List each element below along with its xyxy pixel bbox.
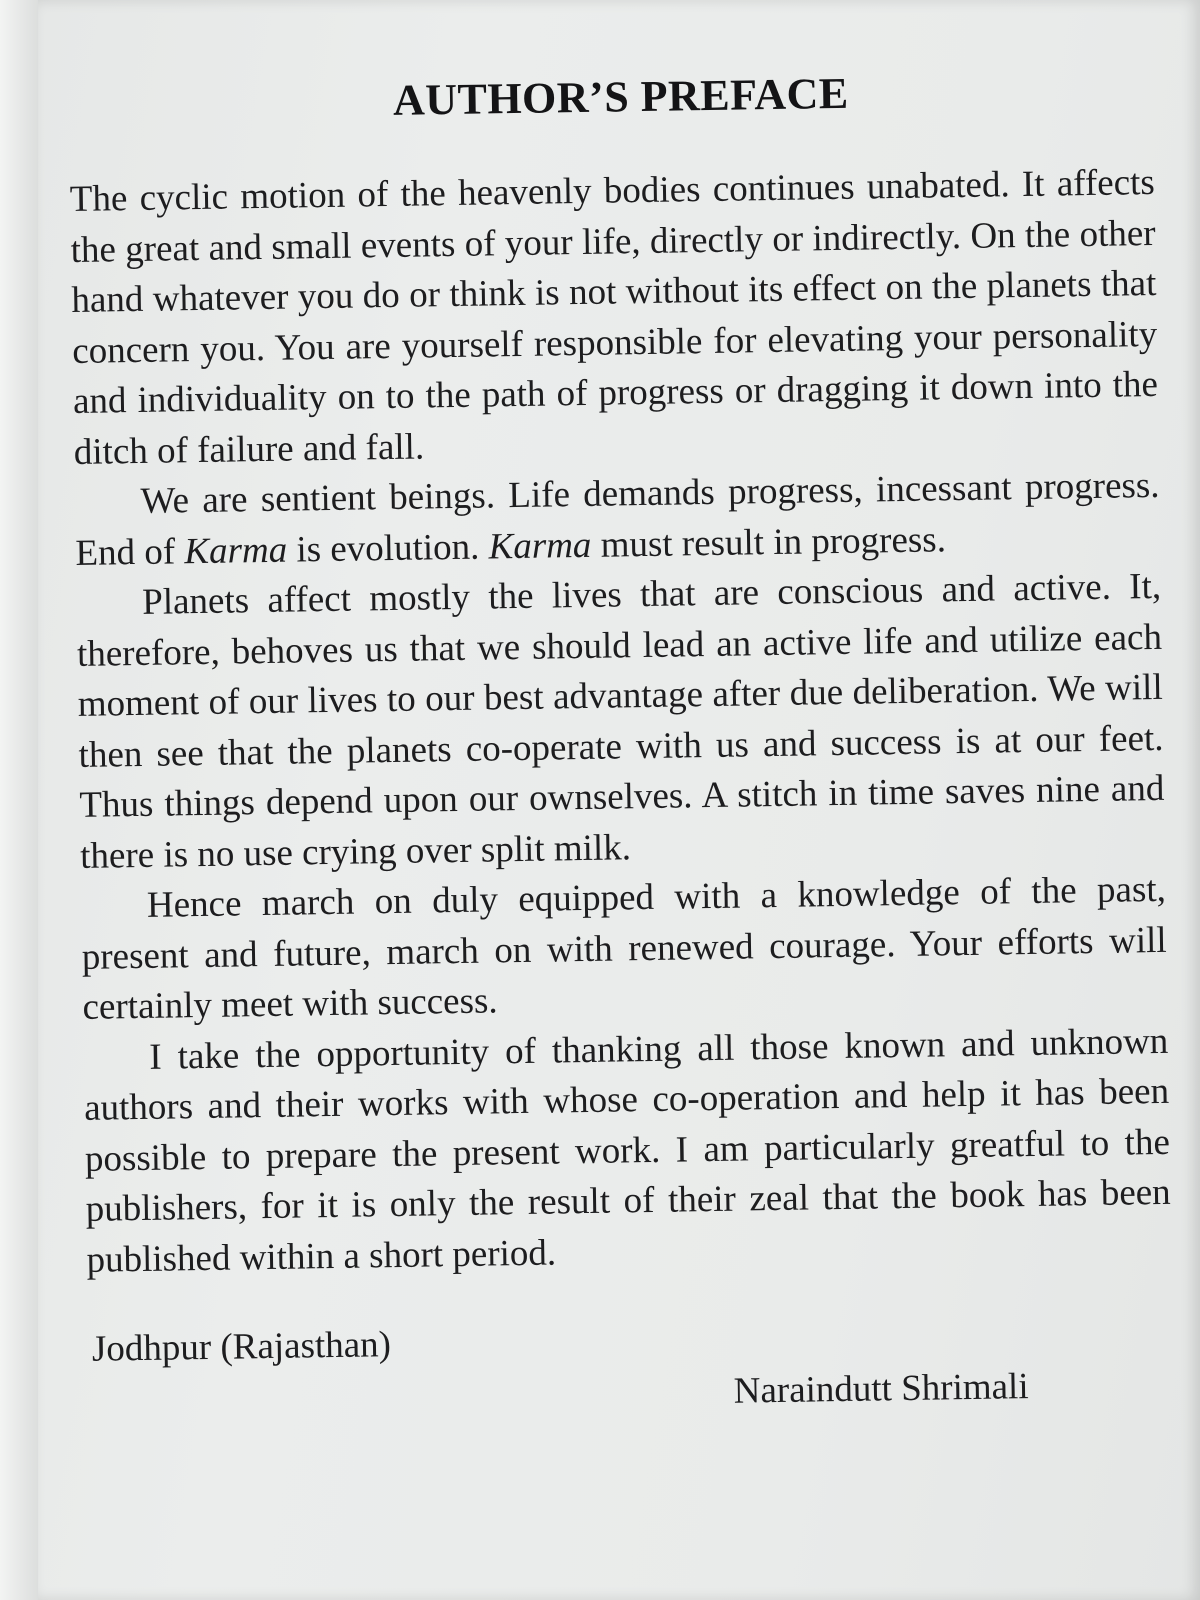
- paragraph: [76, 562, 1166, 882]
- paragraph: [69, 158, 1159, 478]
- paragraph-text: is evolution.: [286, 525, 489, 571]
- page-title: AUTHOR’S PREFACE: [392, 68, 850, 125]
- preface-text-block: [68, 63, 1173, 1412]
- preface-body: [69, 158, 1171, 1286]
- book-page: [38, 0, 1200, 1600]
- paragraph: [74, 461, 1160, 579]
- paragraph-text: Hence march on duly equipped with a knowledge of the past, present and future, march on with renewed courage. Your efforts will certainly meet with success.: [81, 868, 1167, 1028]
- paragraph-text: We are sentient beings. Life demands progress, incessant progress. End of: [75, 464, 1160, 574]
- signoff-signature: Naraindutt Shrimali: [733, 1366, 1029, 1412]
- emphasis-text: Karma: [488, 524, 592, 567]
- paragraph-text: must result in progress.: [591, 518, 947, 566]
- emphasis-text: Karma: [184, 529, 288, 572]
- signoff-place: Jodhpur (Rajasthan): [91, 1324, 392, 1370]
- signoff: [88, 1311, 1174, 1412]
- paragraph-text: The cyclic motion of the heavenly bodies continues unabated. It affects the great and small events of your life, directly or indirectly. On the other hand whatever you do or think is not without its effect on the planets that concern you. You are yourself responsible for elevating your personality and individuality on to the path of progress or dragging it down into the ditch of failure and fall.: [69, 161, 1159, 473]
- paragraph-text: I take the opportunity of thanking all those known and unknown authors and their works with whose co-operation and help it has been possible to prepare the present work. I am particularly greatful to the publishers, for it is only the result of their zeal that the book has been published within a short period.: [83, 1020, 1171, 1281]
- page-gutter: [0, 0, 38, 1600]
- paragraph-text: Planets affect mostly the lives that are conscious and active. It, therefore, behoves us that we should lead an active life and utilize each moment of our lives to our best advantage after due deliberation. We will then see that the planets co-operate with us and success is at our feet. Thus things depend upon our ownselves. A stitch in time saves nine and there is no use crying over split milk.: [76, 565, 1165, 877]
- paragraph: [81, 865, 1168, 1034]
- paragraph: [83, 1016, 1172, 1286]
